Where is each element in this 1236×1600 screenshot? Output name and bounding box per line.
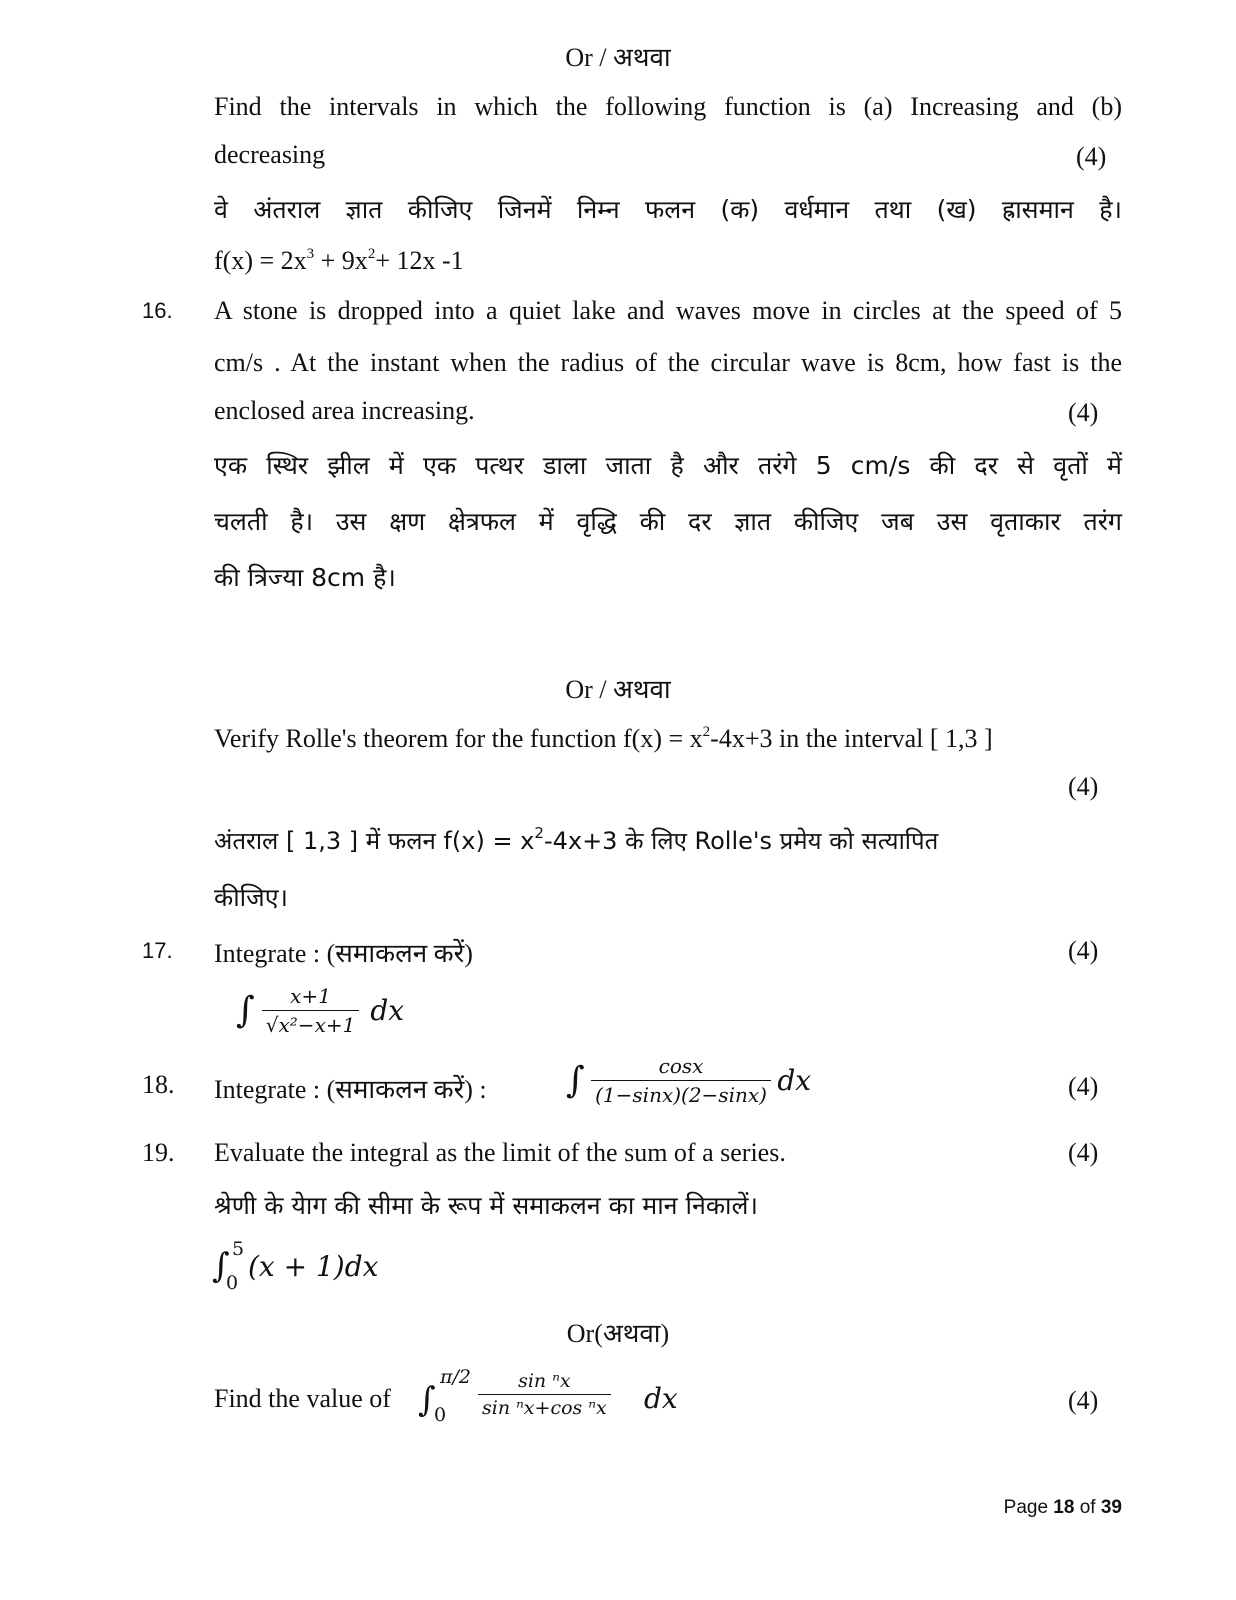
or-heading: Or(अथवा): [566, 1319, 670, 1348]
q15-alt-hindi-text: वे अंतराल ज्ञात कीजिए जिनमें निम्न फलन (क) वर्धमान तथा (ख) ह्रासमान है।: [214, 195, 1122, 224]
or-heading: Or / अथवा: [565, 43, 671, 72]
q16-text-line2: cm/s . At the instant when the radius of the circular wave is 8cm, how fast is the: [214, 348, 1122, 377]
q15-alt-function: $f(x) = 2x^3 + 9x^2+ 12x$ -1: [214, 246, 464, 275]
q18-number: 18.: [142, 1070, 175, 1099]
q16-alt-marks: (4): [1068, 772, 1099, 801]
q16-alt-hindi-line1: अंतराल [ 1,3 ] में फलन $f(x) = x^2-4x+3$ के लिए Rolle's प्रमेय को सत्यापित: [214, 824, 939, 855]
q18-label: Integrate : (समाकलन करें) :: [214, 1075, 487, 1104]
q19-text: Evaluate the integral as the limit of the sum of a series.: [214, 1138, 786, 1167]
q17-integral: ∫ $\frac{x+1}{\text{√x²−x+1}}$ dx: [236, 984, 405, 1037]
q16-hindi-line3: की त्रिज्या 8cm है।: [214, 563, 396, 592]
q19-hindi-text: श्रेणी के येाग की सीमा के रूप में समाकलन का मान निकालें।: [214, 1191, 758, 1220]
q15-alt-text-line2: decreasing: [214, 140, 326, 169]
q18-marks: (4): [1068, 1072, 1099, 1101]
q16-marks: (4): [1068, 398, 1099, 427]
q15-alt-marks: (4): [1076, 142, 1107, 171]
q17-marks: (4): [1068, 936, 1099, 965]
q16-text-line3: enclosed area increasing.: [214, 396, 475, 425]
q16-number: 16.: [142, 298, 173, 323]
q18-integral: ∫ $\frac{\cos x}{(1-\sin x)(2-\sin x)}$ dx: [566, 1054, 812, 1107]
q16-alt-hindi-line2: कीजिए।: [214, 883, 289, 912]
q16-alt-text: Verify Rolle's theorem for the function $f(x) = x^2-4x+3$ in the interval [ 1,3 ]: [214, 724, 993, 753]
q15-alt-text-line1: Find the intervals in which the following function is (a) Increasing and (b): [214, 92, 1122, 121]
q16-text-line1: A stone is dropped into a quiet lake and waves move in circles at the speed of 5: [214, 296, 1122, 325]
q17-label: Integrate : (समाकलन करें): [214, 939, 473, 968]
q19-alt-integral: ∫ π/2 0 $\frac{\text{sin ⁿx}}{\text{sin ⁿx+cos ⁿx}}$ dx: [418, 1366, 678, 1426]
q16-hindi-line2: चलती है। उस क्षण क्षेत्रफल में वृद्धि की दर ज्ञात कीजिए जब उस वृताकार तरंग: [214, 507, 1122, 536]
q19-alt-marks: (4): [1068, 1386, 1099, 1415]
q16-hindi-line1: एक स्थिर झील में एक पत्थर डाला जाता है और तरंगे 5 cm/s की दर से वृतों में: [214, 451, 1122, 480]
q19-alt-label: Find the value of: [214, 1384, 391, 1413]
q17-number: 17.: [142, 938, 173, 963]
page-footer: Page 18 of 39: [1003, 1497, 1122, 1518]
or-heading: Or / अथवा: [565, 675, 671, 704]
q19-marks: (4): [1068, 1138, 1099, 1167]
q19-number: 19.: [142, 1138, 175, 1167]
